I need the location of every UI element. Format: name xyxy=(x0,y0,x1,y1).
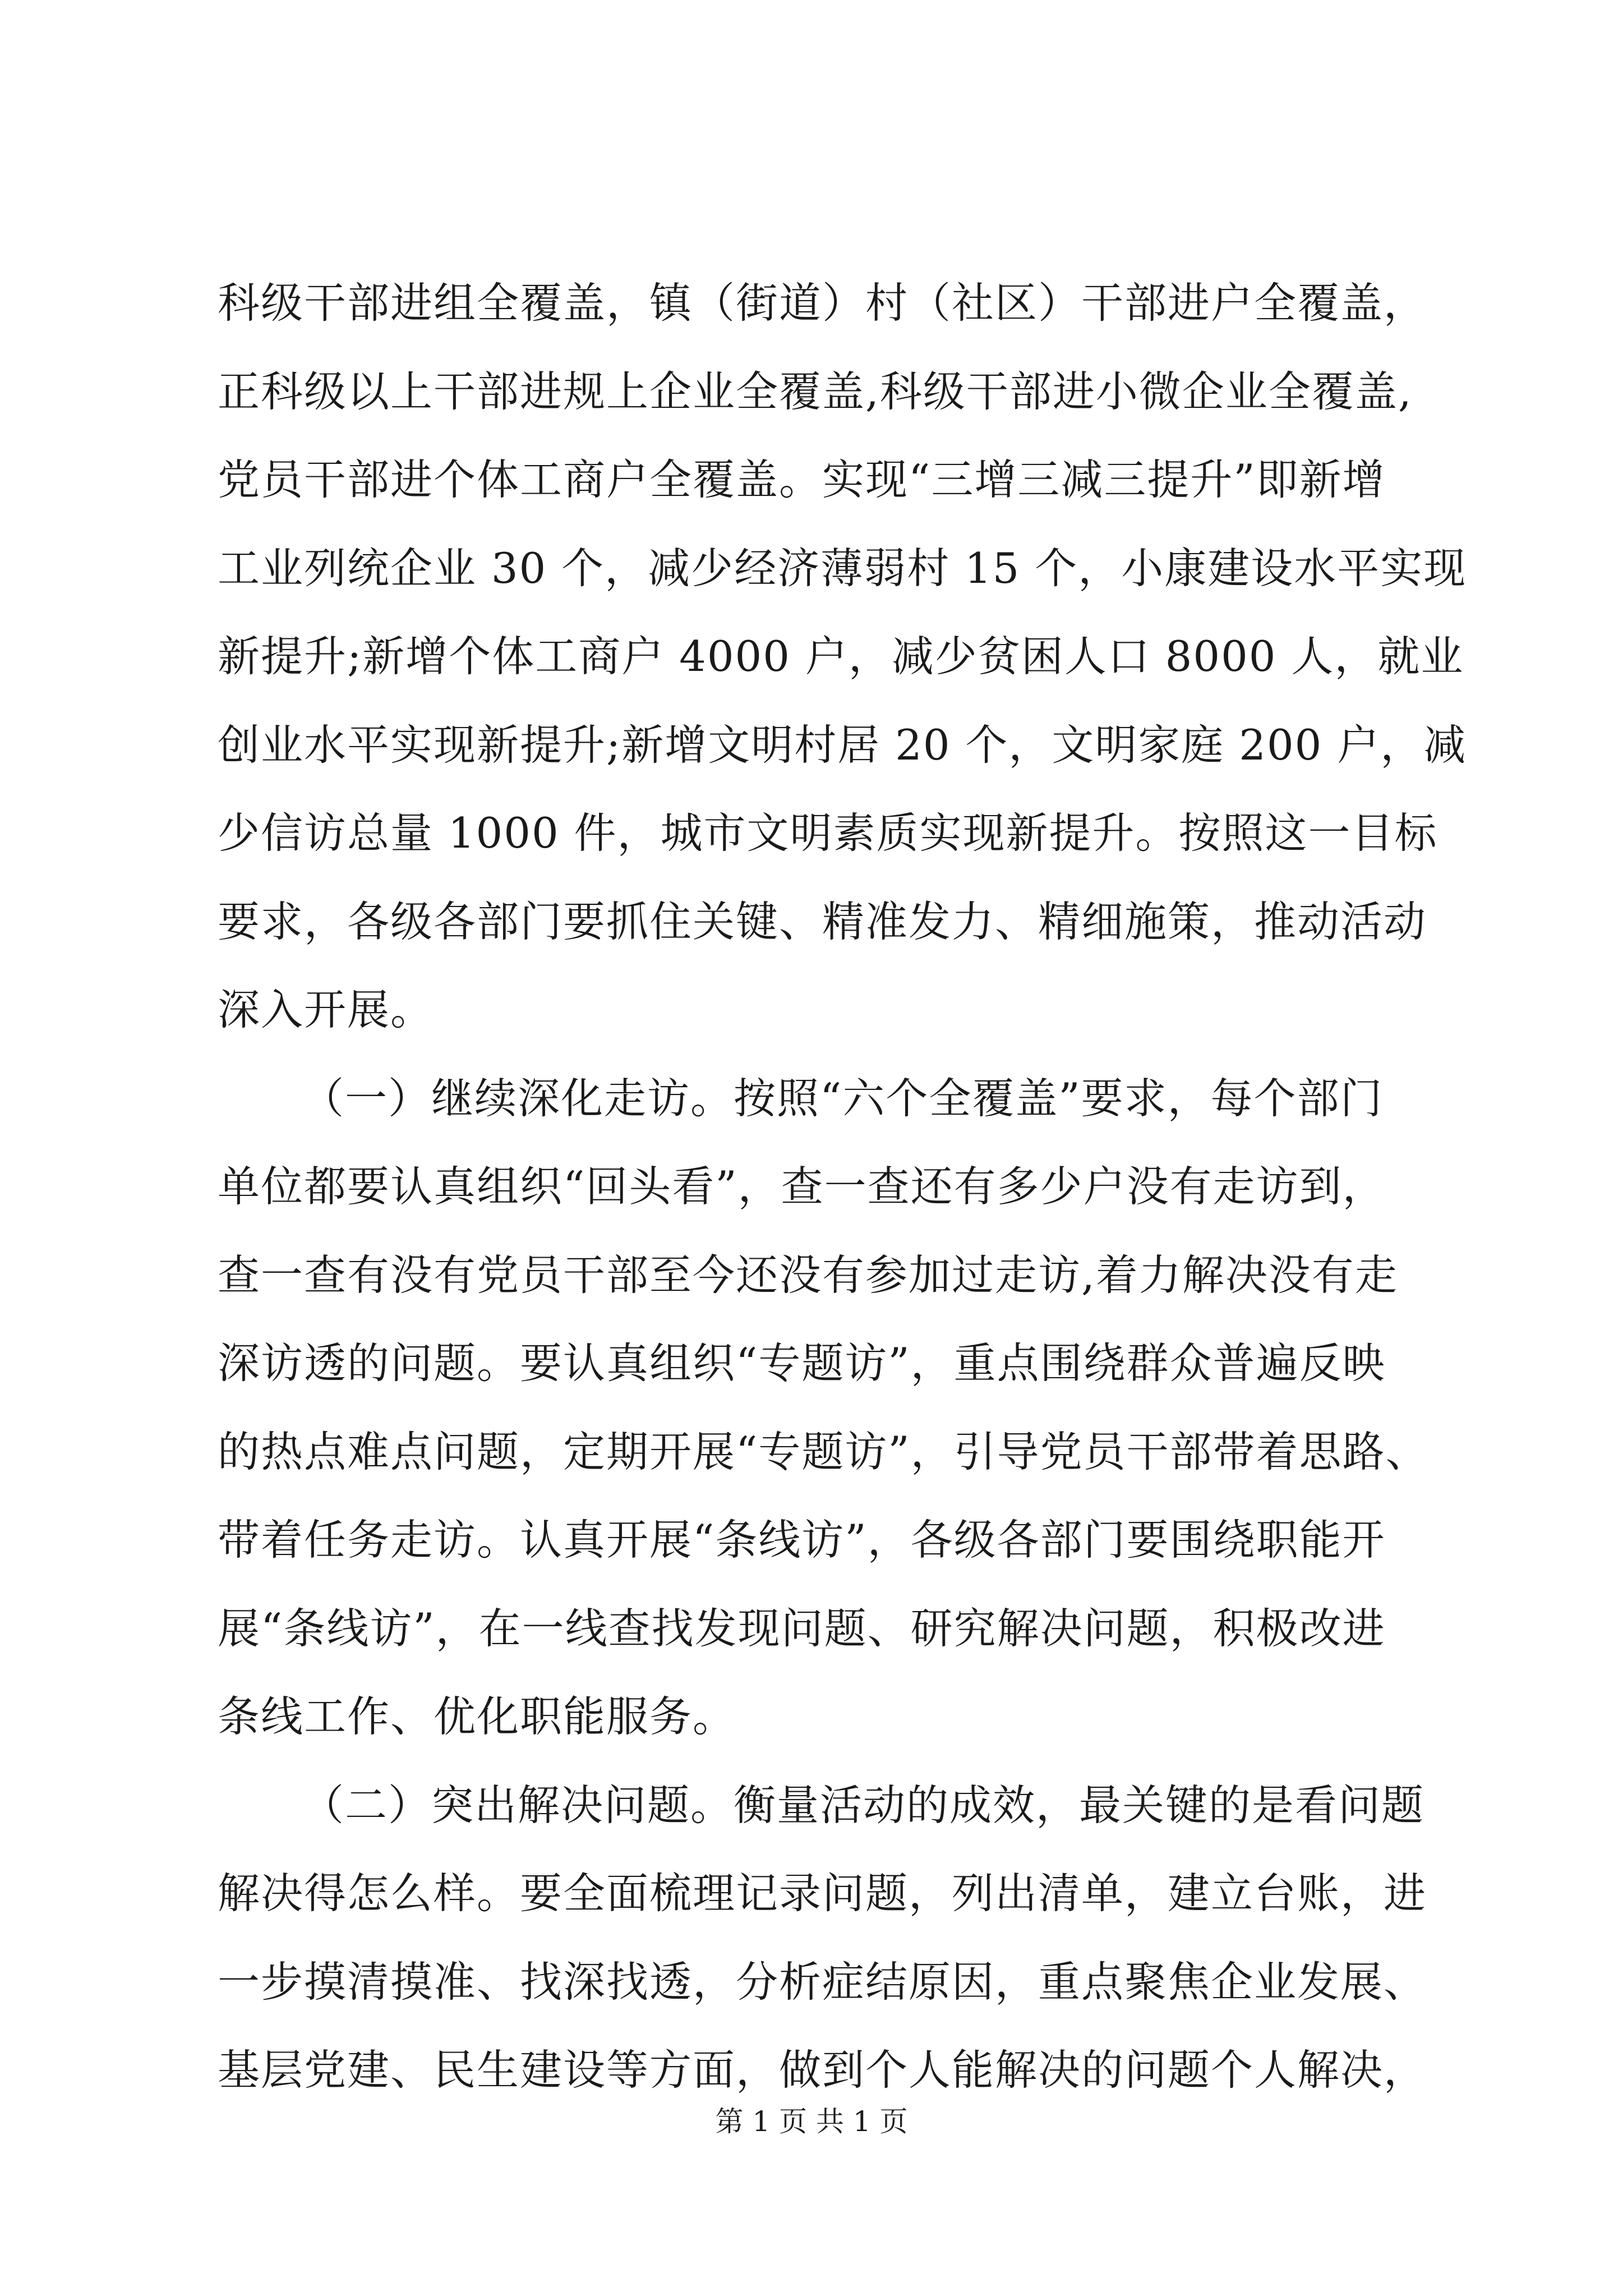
body-line: 条线工作、优化职能服务。 xyxy=(218,1692,736,1741)
body-line: 单位都要认真组织“回头看”，查一查还有多少户没有走访到， xyxy=(218,1162,1386,1211)
body-line: 解决得怎么样。要全面梳理记录问题，列出清单，建立台账，进 xyxy=(218,1869,1427,1918)
body-line: 深访透的问题。要认真组织“专题访”，重点围绕群众普遍反映 xyxy=(218,1338,1386,1388)
body-line: 少信访总量 1000 件，城市文明素质实现新提升。按照这一目标 xyxy=(218,808,1438,858)
body-line: 新提升;新增个体工商户 4000 户，减少贫困人口 8000 人，就业 xyxy=(218,632,1464,681)
body-line: 基层党建、民生建设等方面，做到个人能解决的问题个人解决， xyxy=(218,2045,1427,2095)
body-line: 工业列统企业 30 个，减少经济薄弱村 15 个，小康建设水平实现 xyxy=(218,543,1467,593)
body-line: 的热点难点问题，定期开展“专题访”，引导党员干部带着思路、 xyxy=(218,1427,1429,1476)
body-line: 深入开展。 xyxy=(218,985,434,1034)
body-line: 正科级以上干部进规上企业全覆盖,科级干部进小微企业全覆盖, xyxy=(218,366,1413,416)
body-line: 创业水平实现新提升;新增文明村居 20 个，文明家庭 200 户，减 xyxy=(218,720,1467,770)
page-footer: 第 1 页 共 1 页 xyxy=(715,2105,908,2138)
section-heading-line: （二）突出解决问题。衡量活动的成效，最关键的是看问题 xyxy=(302,1780,1425,1830)
body-line: 科级干部进组全覆盖，镇（街道）村（社区）干部进户全覆盖， xyxy=(218,278,1427,328)
body-line: 带着任务走访。认真开展“条线访”，各级各部门要围绕职能开 xyxy=(218,1515,1386,1565)
body-line: 查一查有没有党员干部至今还没有参加过走访,着力解决没有走 xyxy=(218,1250,1398,1300)
body-line: 展“条线访”，在一线查找发现问题、研究解决问题，积极改进 xyxy=(218,1603,1386,1653)
body-line: 要求，各级各部门要抓住关键、精准发力、精细施策，推动活动 xyxy=(218,896,1427,946)
body-line: 一步摸清摸准、找深找透，分析症结原因，重点聚焦企业发展、 xyxy=(218,1957,1427,2007)
document-body xyxy=(218,259,1474,2115)
body-line: 党员干部进个体工商户全覆盖。实现“三增三减三提升”即新增 xyxy=(218,455,1386,504)
section-heading-line: （一）继续深化走访。按照“六个全覆盖”要求，每个部门 xyxy=(302,1073,1384,1123)
